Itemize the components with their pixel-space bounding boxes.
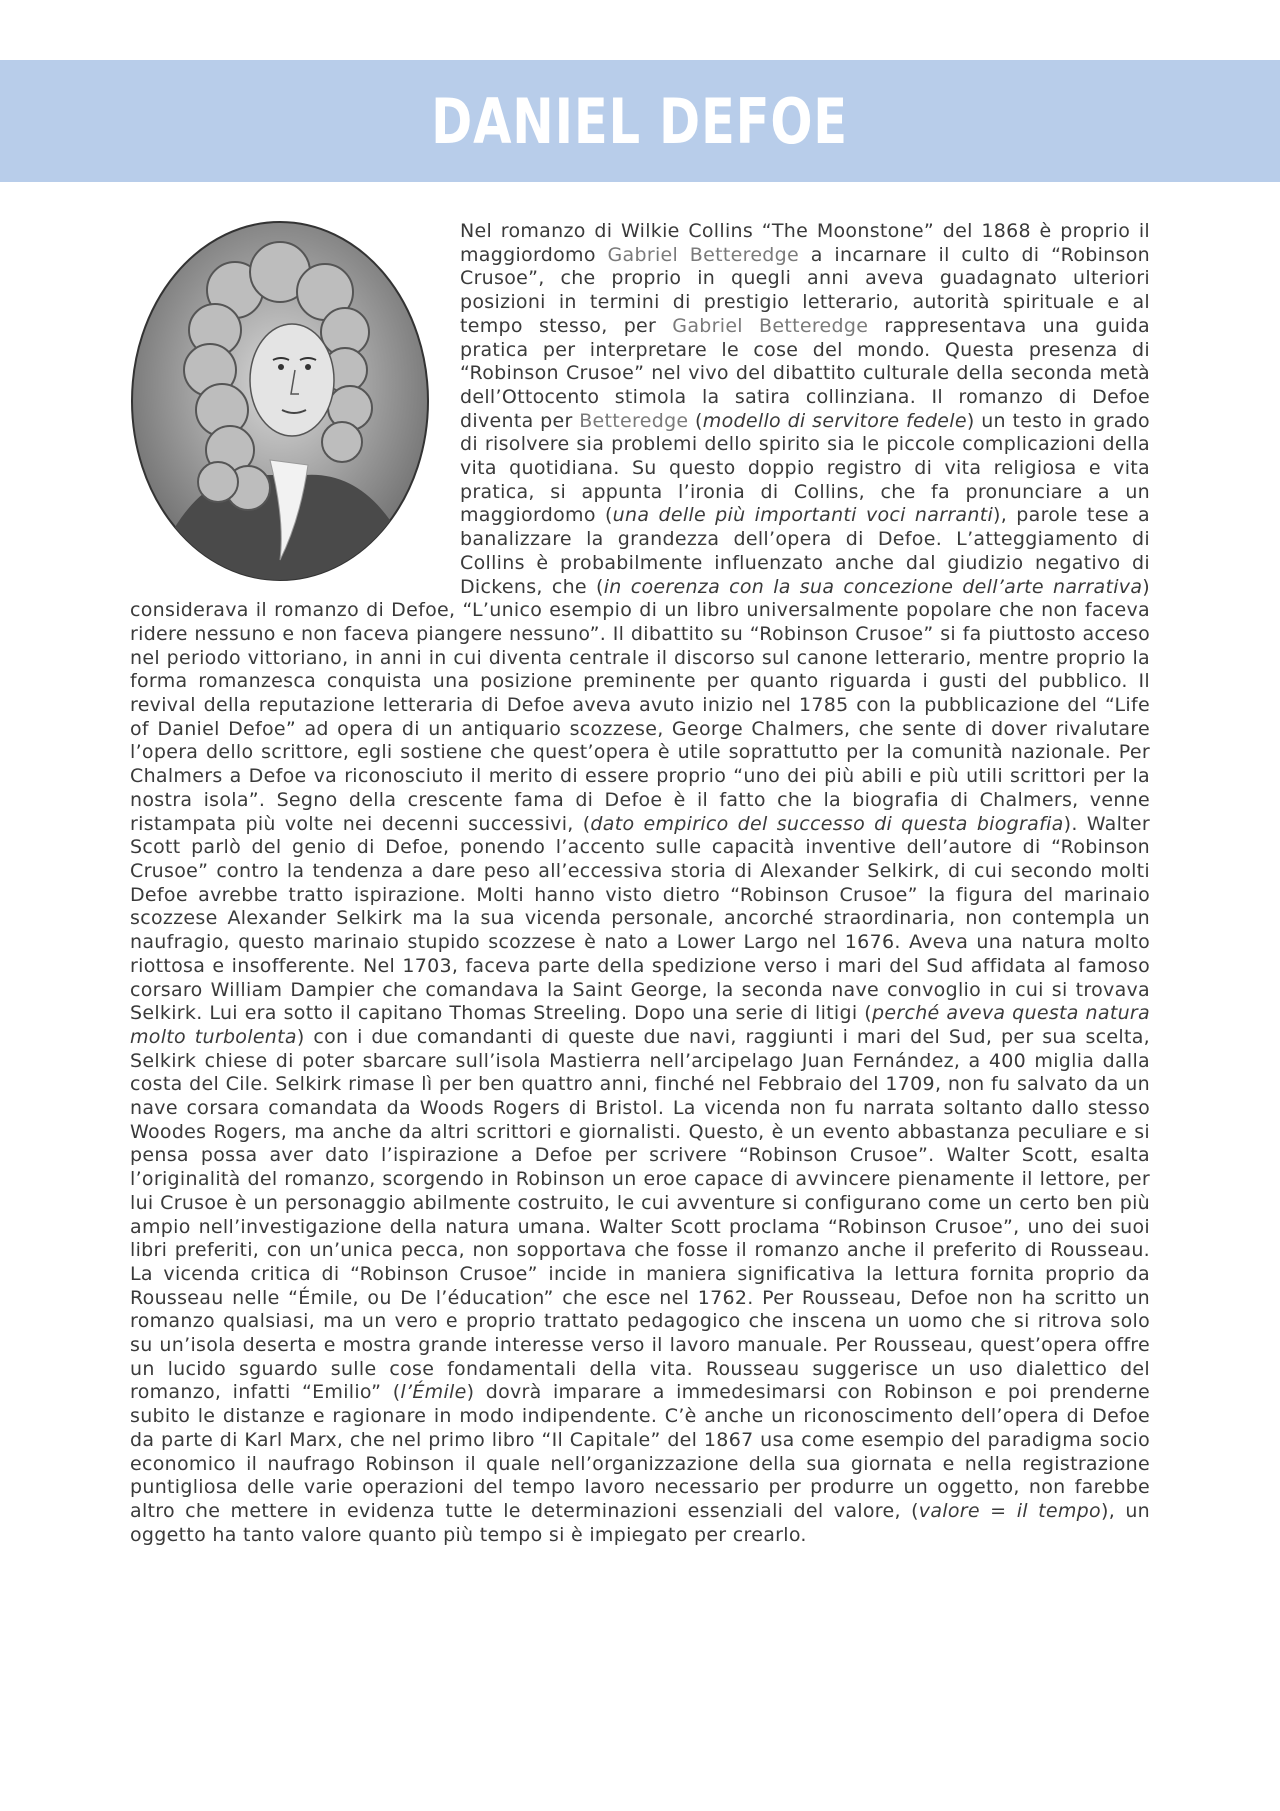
character-name: Gabriel Betteredge (607, 243, 800, 266)
article-body (130, 220, 1150, 1547)
character-name: Gabriel Betteredge (672, 314, 869, 337)
title-banner (0, 60, 1280, 182)
article-text: Nel romanzo di Wilkie Collins “The Moonstone” del 1868 è proprio il maggiordomo Gabriel Betteredge a incarnare il culto di “Robinson Crusoe”, che proprio in quegli anni aveva guadagnato ulteriori posizioni in termini di prestigio letterario, autorità spirituale e al tempo stesso, per Gabriel Betteredge rappresentava una guida pratica per interpretare le cose del mondo. Questa presenza di “Robinson Crusoe” nel vivo del dibattito culturale della seconda metà dell’Ottocento stimola la satira collinziana. Il romanzo di Defoe diventa per Betteredge (modello di servitore fedele) un testo in grado di risolvere sia problemi dello spirito sia le piccole complicazioni della vita quotidiana. Su questo doppio registro di vita religiosa e vita pratica, si appunta l’ironia di Collins, che fa pronunciare a un maggiordomo (una delle più importanti voci narranti), parole tese a banalizzare la grandezza dell’opera di Defoe. L’atteggiamento di Collins è probabilmente influenzato anche dal giudizio negativo di Dickens, che (in coerenza con la sua concezione dell’arte narrativa) considerava il romanzo di Defoe, “L’unico esempio di un libro universalmente popolare che non faceva ridere nessuno e non faceva piangere nessuno”. Il dibattito su “Robinson Crusoe” si fa piuttosto acceso nel periodo vittoriano, in anni in cui diventa centrale il discorso sul canone letterario, mentre proprio la forma romanzesca conquista una posizione preminente per quanto riguarda i gusti del pubblico. Il revival della reputazione letteraria di Defoe aveva avuto inizio nel 1785 con la pubblicazione del “Life of Daniel Defoe” ad opera di un antiquario scozzese, George Chalmers, che sente di dover rivalutare l’opera dello scrittore, egli sostiene che quest’opera è utile soprattutto per la comunità nazionale. Per Chalmers a Defoe va riconosciuto il merito di essere proprio “uno dei più abili e più utili scrittori per la nostra isola”. Segno della crescente fama di Defoe è il fatto che la biografia di Chalmers, venne ristampata più volte nei decenni successivi, (dato empirico del successo di questa biografia). Walter Scott parlò del genio di Defoe, ponendo l’accento sulle capacità inventive dell’autore di “Robinson Crusoe” contro la tendenza a dare peso all’eccessiva storia di Alexander Selkirk, di cui secondo molti Defoe avrebbe tratto ispirazione. Molti hanno visto dietro “Robinson Crusoe” la figura del marinaio scozzese Alexander Selkirk ma la sua vicenda personale, ancorché straordinaria, non contempla un naufragio, questo marinaio stupido scozzese è nato a Lower Largo nel 1676. Aveva una natura molto riottosa e insofferente. Nel 1703, faceva parte della spedizione verso i mari del Sud affidata al famoso corsaro William Dampier che comandava la Saint George, la seconda nave convoglio in cui si trovava Selkirk. Lui era sotto il capitano Thomas Streeling. Dopo una serie di litigi (perché aveva questa natura molto turbolenta) con i due comandanti di queste due navi, raggiunti i mari del Sud, per sua scelta, Selkirk chiese di poter sbarcare sull’isola Mastierra nell’arcipelago Juan Fernández, a 400 miglia dalla costa del Cile. Selkirk rimase lì per ben quattro anni, finché nel Febbraio del 1709, non fu salvato da un nave corsara comandata da Woods Rogers di Bristol. La vicenda non fu narrata soltanto dallo stesso Woodes Rogers, ma anche da altri scrittori e giornalisti. Questo, è un evento abbastanza peculiare e si pensa possa aver dato l’ispirazione a Defoe per scrivere “Robinson Crusoe”. Walter Scott, esalta l’originalità del romanzo, scorgendo in Robinson un eroe capace di avvincere pienamente il lettore, per lui Crusoe è un personaggio abilmente costruito, le cui avventure si configurano come un certo ben più ampio nell’investigazione della natura umana. Walter Scott proclama “Robinson Crusoe”, uno dei suoi libri preferiti, con un’unica pecca, non sopportava che fosse il romanzo anche il preferito di Rousseau. La vicenda critica di “Robinson Crusoe” incide in maniera significativa la lettura fornita proprio da Rousseau nelle “Émile, ou De l’éducation” che esce nel 1762. Per Rousseau, Defoe non ha scritto un romanzo qualsiasi, ma un vero e proprio trattato pedagogico che inscena un uomo che si ritrova solo su un’isola deserta e mostra grande interesse verso il lavoro manuale. Per Rousseau, quest’opera offre un lucido sguardo sulle cose fondamentali della vita. Rousseau suggerisce un uso dialettico del romanzo, infatti “Emilio” (l’Émile) dovrà imparare a immedesimarsi con Robinson e poi prenderne subito le distanze e ragionare in modo indipendente. C’è anche un riconoscimento dell’opera di Defoe da parte di Karl Marx, che nel primo libro “Il Capitale” del 1867 usa come esempio del paradigma socio economico il naufrago Robinson il quale nell’organizzazione della sua giornata e nella registrazione puntigliosa delle varie operazioni del tempo lavoro necessario per produrre un oggetto, non farebbe altro che mettere in evidenza tutte le determinazioni essenziali del valore, (valore = il tempo), un oggetto ha tanto valore quanto più tempo si è impiegato per crearlo. (130, 220, 1151, 1546)
page-title: DANIEL DEFOE (431, 84, 849, 158)
character-name: Betteredge (579, 409, 689, 432)
portrait-image (130, 220, 430, 582)
portrait-engraving (130, 220, 430, 582)
